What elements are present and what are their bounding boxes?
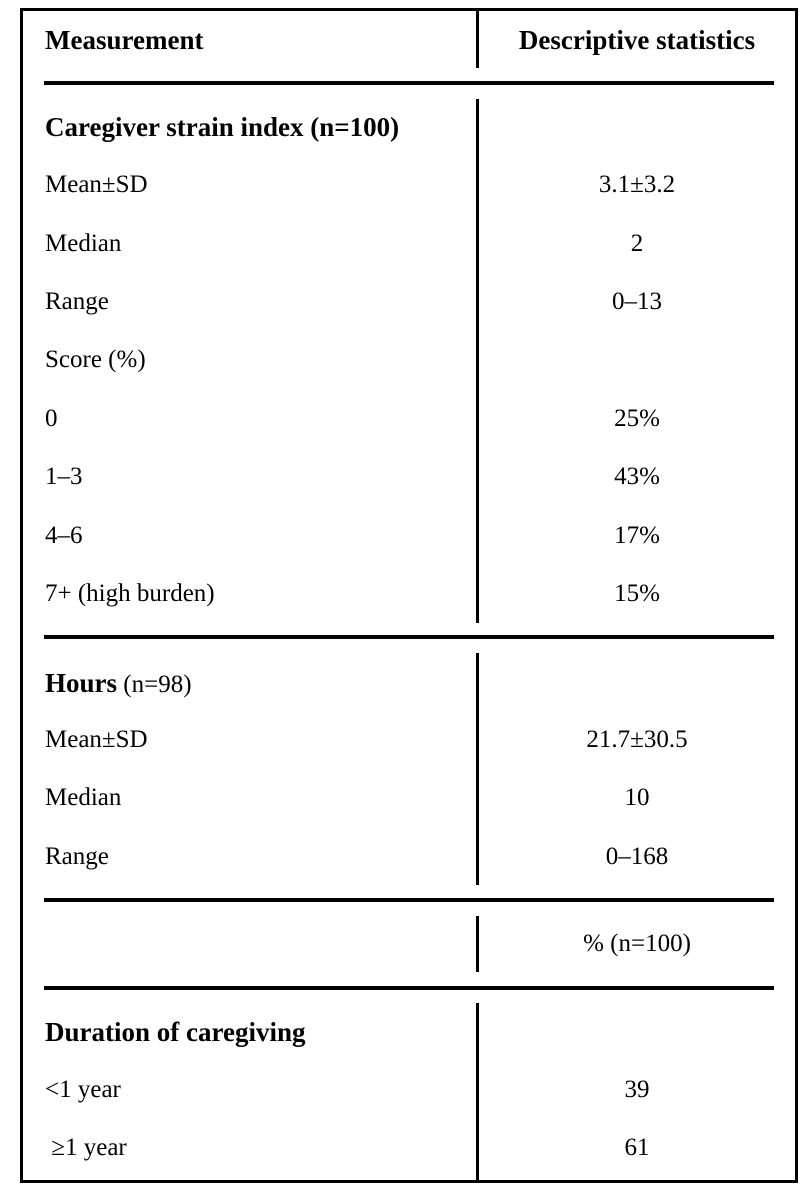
row-label: 7+ (high burden) bbox=[45, 580, 215, 607]
row-label: Median bbox=[45, 230, 122, 257]
row-label: Mean±SD bbox=[45, 171, 148, 198]
header-rule bbox=[44, 81, 774, 85]
section-rule bbox=[44, 635, 774, 639]
row-label: Score (%) bbox=[45, 346, 146, 373]
row-value: 0–168 bbox=[605, 843, 669, 870]
row-label: 4–6 bbox=[45, 522, 83, 549]
section-rule bbox=[44, 986, 774, 990]
row-label: 0 bbox=[45, 405, 58, 432]
percent-header: % (n=100) bbox=[583, 930, 691, 957]
row-label: Mean±SD bbox=[45, 726, 148, 753]
section-title-duration: Duration of caregiving bbox=[45, 1017, 306, 1047]
section-title-strain: Caregiver strain index (n=100) bbox=[45, 112, 400, 142]
row-label: Range bbox=[45, 288, 109, 315]
row-value: 39 bbox=[624, 1076, 650, 1103]
row-value: 3.1±3.2 bbox=[598, 171, 676, 198]
header-descriptive-statistics: Descriptive statistics bbox=[518, 25, 756, 55]
row-label: Median bbox=[45, 784, 122, 811]
section-rule bbox=[44, 898, 774, 902]
row-label: ≥1 year bbox=[45, 1134, 127, 1161]
hours-title-bold: Hours bbox=[45, 668, 118, 698]
row-value: 10 bbox=[624, 784, 650, 811]
row-value: 0–13 bbox=[612, 288, 662, 315]
row-label: <1 year bbox=[45, 1076, 121, 1103]
row-value: 61 bbox=[624, 1134, 650, 1161]
row-value: 2 bbox=[630, 230, 644, 257]
row-label: 1–3 bbox=[45, 463, 83, 490]
row-value: 21.7±30.5 bbox=[586, 726, 688, 753]
row-value: 15% bbox=[614, 580, 660, 607]
row-label: Range bbox=[45, 843, 109, 870]
header-measurement: Measurement bbox=[45, 25, 204, 55]
row-value: 25% bbox=[614, 405, 660, 432]
hours-title-n: (n=98) bbox=[117, 671, 192, 698]
row-value: 43% bbox=[614, 463, 660, 490]
section-title-hours bbox=[45, 668, 192, 700]
row-value: 17% bbox=[614, 522, 660, 549]
